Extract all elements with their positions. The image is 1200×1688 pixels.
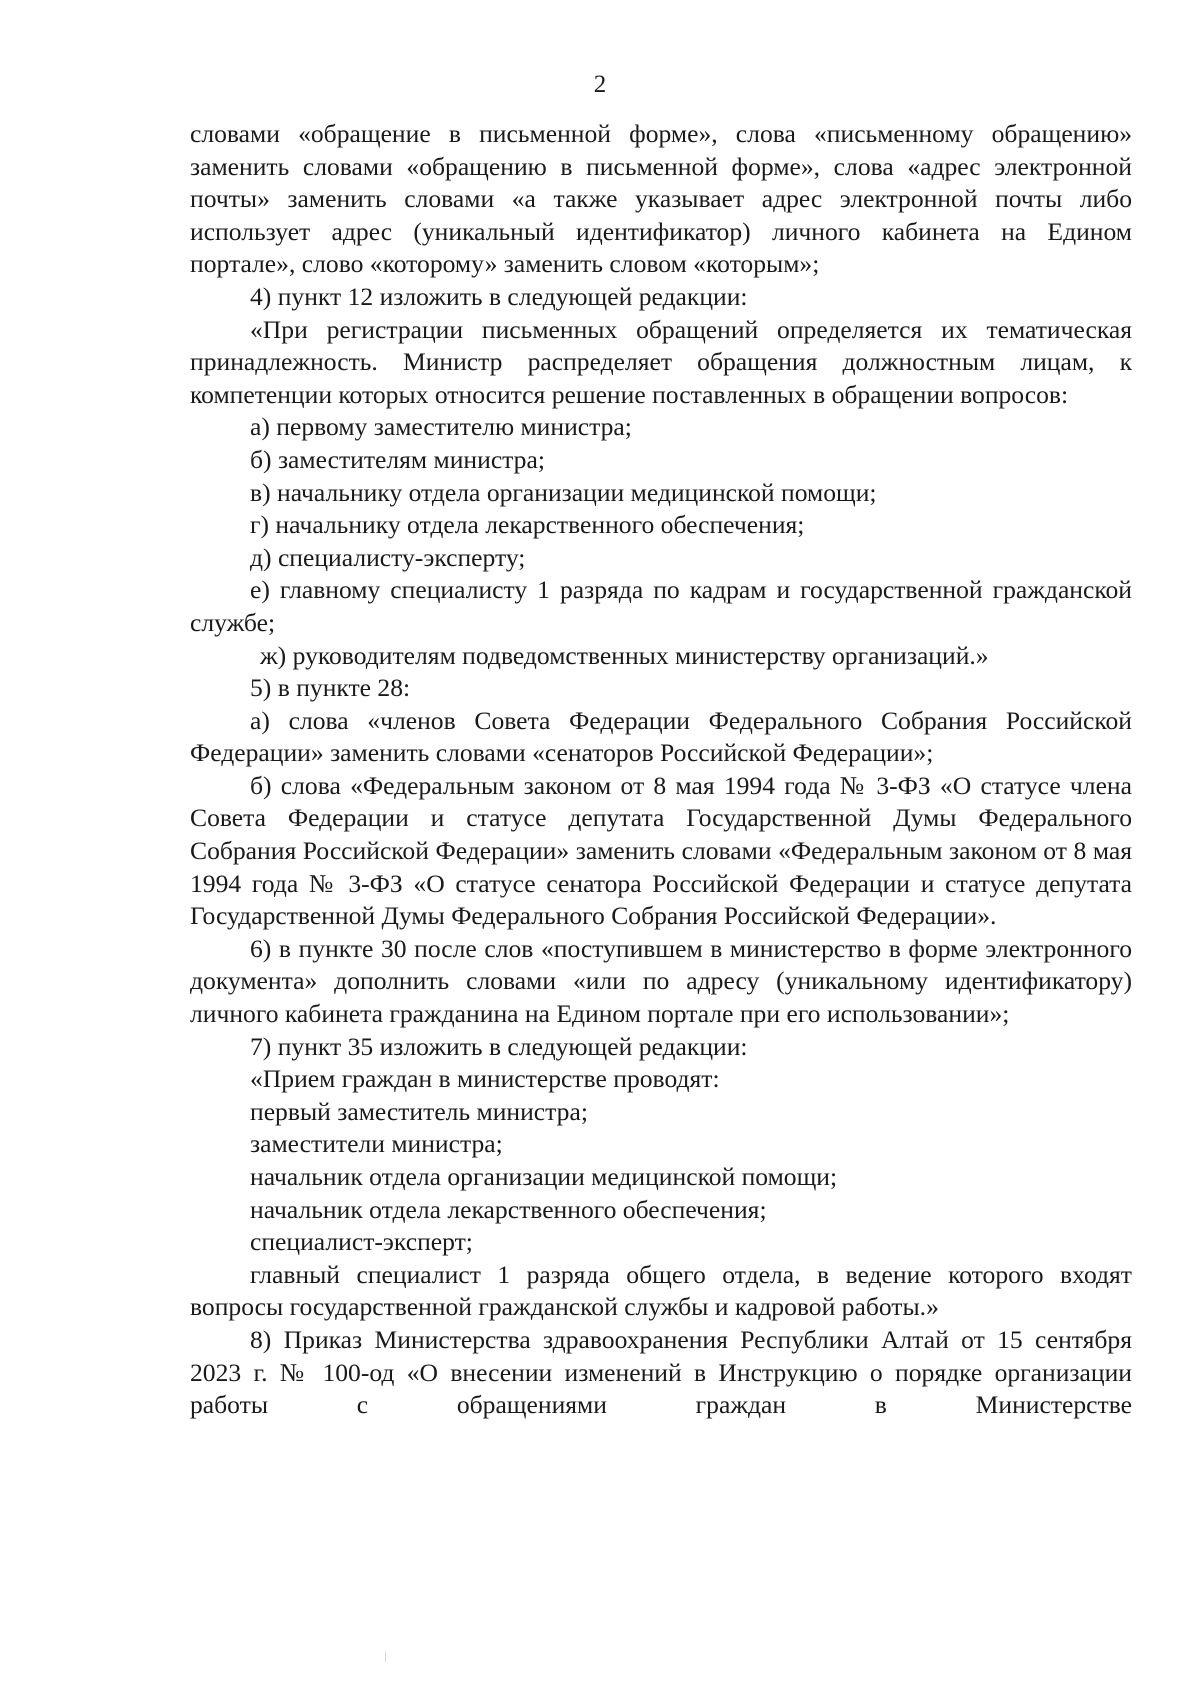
reception-item-2: заместители министра; (250, 1129, 503, 1159)
list-item-v: в) начальнику отдела организации медицинской помощи; (250, 477, 877, 507)
reception-item-6: главный специалист 1 разряда общего отдела, в ведение которого входят вопросы государственной гражданской службы и кадровой работы.» (190, 1259, 1132, 1322)
list-item-zh: ж) руководителям подведомственных министерству организаций.» (260, 640, 989, 670)
document-body (190, 118, 1132, 1422)
list-item-e: е) главному специалисту 1 разряда по кадрам и государственной гражданской службе; (190, 575, 1132, 637)
reception-item-5: специалист-эксперт; (250, 1227, 473, 1257)
list-item-g: г) начальнику отдела лекарственного обеспечения; (250, 510, 805, 540)
paragraph-item-6: 6) в пункте 30 после слов «поступившем в министерство в форме электронного документа» дополнить словами «или по адресу (уникальному идентификатору) личного кабинета гражданина на Едином портале при его использовании»; (190, 933, 1132, 1029)
paragraph-registration: «При регистрации письменных обращений определяется их тематическая принадлежность. Министр распределяет обращения должностным лицам, к компетенции которых относится решение поставленных в обращении вопросов: (190, 314, 1132, 409)
reception-item-1: первый заместитель министра; (250, 1096, 588, 1126)
paragraph-item-5b: б) слова «Федеральным законом от 8 мая 1994 года № 3-ФЗ «О статусе члена Совета Федерации и статусе депутата Государственной Думы Федерального Собрания Российской Федерации» заменить словами «Федеральным законом от 8 мая 1994 года № 3-ФЗ «О статусе сенатора Российской Федерации и статусе депутата Государственной Думы Федерального Собрания Российской Федерации». (190, 770, 1132, 931)
paragraph-item-5: 5) в пункте 28: (250, 673, 411, 703)
paragraph-item-5a: а) слова «членов Совета Федерации Федерального Собрания Российской Федерации» заменить словами «сенаторов Российской Федерации»; (190, 705, 1132, 768)
paragraph-item-7: 7) пункт 35 изложить в следующей редакции: (250, 1031, 748, 1061)
page-number: 2 (593, 71, 607, 98)
reception-intro: «Прием граждан в министерстве проводят: (250, 1064, 720, 1094)
paragraph-continuation: словами «обращение в письменной форме», слова «письменному обращению» заменить словами «обращению в письменной форме», слова «адрес электронной почты» заменить словами «а также указывает адрес электронной почты либо использует адрес (уникальный идентификатор) личного кабинета на Едином портале», слово «которому» заменить словом «которым»; (190, 119, 1132, 279)
list-item-a: а) первому заместителю министра; (250, 412, 632, 442)
reception-item-4: начальник отдела лекарственного обеспечения; (250, 1194, 767, 1224)
reception-item-3: начальник отдела организации медицинской помощи; (250, 1162, 838, 1191)
paragraph-item-8: 8) Приказ Министерства здравоохранения Республики Алтай от 15 сентября 2023 г. № 100-од «О внесении изменений в Инструкцию о порядке организации работы с обращениями граждан в Министерстве (190, 1324, 1132, 1420)
list-item-b: б) заместителям министра; (250, 444, 545, 474)
list-item-d: д) специалисту-эксперту; (250, 542, 526, 572)
scan-mark (385, 1652, 386, 1662)
paragraph-item-4: 4) пункт 12 изложить в следующей редакции: (250, 281, 748, 311)
